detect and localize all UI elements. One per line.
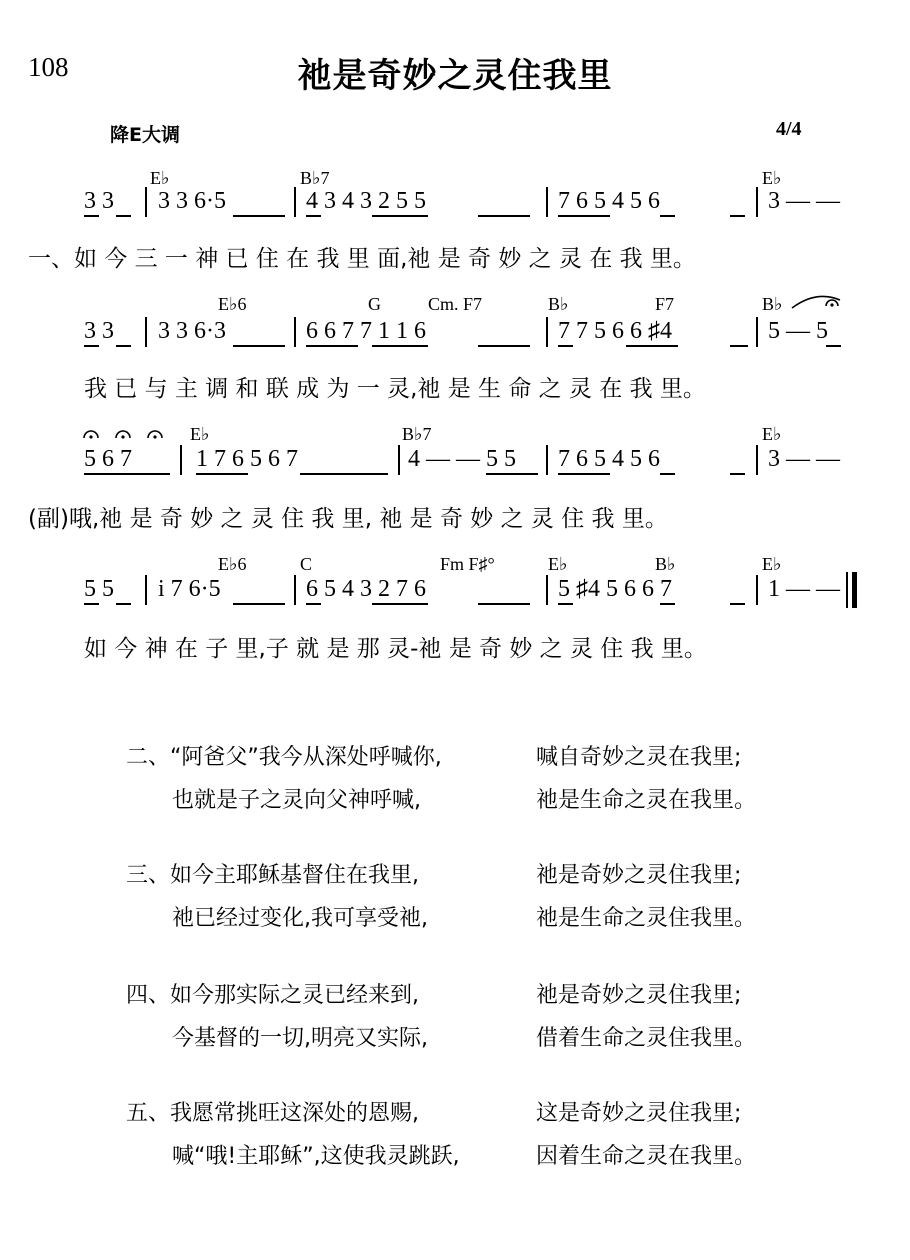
underline xyxy=(558,215,610,217)
notes-measure: 3 3 xyxy=(84,188,114,214)
underline xyxy=(730,473,745,475)
underline xyxy=(306,345,358,347)
stanza-line: 喊“哦!主耶稣”,这使我灵跳跃, xyxy=(172,1144,460,1169)
underline xyxy=(730,603,745,605)
underline xyxy=(116,345,131,347)
notes-measure: 5 6 7 xyxy=(84,446,132,472)
barline xyxy=(294,317,296,347)
chord-symbol: B♭7 xyxy=(300,168,330,188)
stanza-line: 也就是子之灵向父神呼喊, xyxy=(172,788,421,813)
barline xyxy=(294,187,296,217)
stanza-line: 因着生命之灵在我里。 xyxy=(536,1144,757,1169)
chord-symbol: Fm F♯° xyxy=(440,554,495,574)
underline xyxy=(730,215,745,217)
fermata-marks xyxy=(80,424,170,442)
barline xyxy=(546,575,548,605)
underline xyxy=(306,603,321,605)
lyric-line: 一、如 今 三 一 神 已 住 在 我 里 面,祂 是 奇 妙 之 灵 在 我 里。 xyxy=(28,246,696,272)
notes-measure: 3 — — xyxy=(768,188,840,214)
barline xyxy=(756,445,758,475)
chord-symbol: E♭6 xyxy=(218,554,247,574)
underline xyxy=(660,603,675,605)
stanza-line: 这是奇妙之灵住我里; xyxy=(536,1101,742,1126)
notes-measure: 5 ♯4 5 6 6 7 xyxy=(558,576,672,602)
hymn-title: 祂是奇妙之灵住我里 xyxy=(297,56,613,96)
stanza-line: 祂已经过变化,我可享受祂, xyxy=(172,906,428,931)
underline xyxy=(660,473,675,475)
barline xyxy=(756,575,758,605)
barline xyxy=(546,187,548,217)
chord-symbol: C xyxy=(300,554,313,574)
notes-measure: i 7 6·5 xyxy=(158,576,221,602)
underline xyxy=(478,603,530,605)
hymn-number: 108 xyxy=(28,52,69,82)
chord-symbol: Cm. F7 xyxy=(428,294,483,314)
notes-measure: 3 3 xyxy=(84,318,114,344)
underline xyxy=(84,473,170,475)
stanza-line: 二、“阿爸父”我今从深处呼喊你, xyxy=(126,745,442,770)
notes-measure: 3 — — xyxy=(768,446,840,472)
chord-symbol: E♭ xyxy=(762,554,782,574)
stanza-line: 祂是奇妙之灵住我里; xyxy=(536,983,742,1008)
chord-symbol: B♭ xyxy=(548,294,569,314)
notes-measure: 5 5 xyxy=(84,576,114,602)
final-barline-thin xyxy=(846,572,848,608)
notes-measure: 1 7 6 5 6 7 xyxy=(196,446,298,472)
chord-symbol: E♭6 xyxy=(218,294,247,314)
lyric-line: (副)哦,祂 是 奇 妙 之 灵 住 我 里, 祂 是 奇 妙 之 灵 住 我 里。 xyxy=(28,506,668,532)
chord-symbol: E♭ xyxy=(190,424,210,444)
underline xyxy=(233,603,285,605)
notes-measure: 1 — — xyxy=(768,576,840,602)
chord-symbol: G xyxy=(368,294,381,314)
lyric-line: 我 已 与 主 调 和 联 成 为 一 灵,祂 是 生 命 之 灵 在 我 里。 xyxy=(84,376,706,402)
underline xyxy=(826,345,841,347)
notes-measure: 3 3 6·5 xyxy=(158,188,226,214)
chord-symbol: E♭ xyxy=(762,424,782,444)
barline xyxy=(756,317,758,347)
chord-symbol: E♭ xyxy=(548,554,568,574)
notes-measure: 6 5 4 3 2 7 6 xyxy=(306,576,426,602)
notes-measure: 5 — 5 xyxy=(768,318,828,344)
barline xyxy=(546,317,548,347)
underline xyxy=(486,473,538,475)
underline xyxy=(84,345,99,347)
underline xyxy=(478,345,530,347)
underline xyxy=(84,215,99,217)
barline xyxy=(145,317,147,347)
lyric-line: 如 今 神 在 子 里,子 就 是 那 灵-祂 是 奇 妙 之 灵 住 我 里。 xyxy=(84,636,707,662)
underline xyxy=(558,603,573,605)
notes-measure: 6 6 7 7 1 1 6 xyxy=(306,318,426,344)
barline xyxy=(756,187,758,217)
barline xyxy=(145,575,147,605)
underline xyxy=(372,215,428,217)
stanza-line: 祂是奇妙之灵住我里; xyxy=(536,863,742,888)
barline xyxy=(398,445,400,475)
underline xyxy=(233,345,285,347)
stanza-line: 四、如今那实际之灵已经来到, xyxy=(126,983,419,1008)
notes-measure: 7 7 5 6 6 ♯4 xyxy=(558,318,672,344)
chord-symbol: F7 xyxy=(655,294,675,314)
stanza-line: 五、我愿常挑旺这深处的恩赐, xyxy=(126,1101,419,1126)
notes-measure: 7 6 5 4 5 6 xyxy=(558,188,660,214)
stanza-line: 借着生命之灵住我里。 xyxy=(536,1026,757,1051)
underline xyxy=(372,345,428,347)
barline xyxy=(180,445,182,475)
chord-symbol: B♭ xyxy=(762,294,783,314)
underline xyxy=(730,345,748,347)
underline xyxy=(558,345,573,347)
stanza-line: 三、如今主耶稣基督住在我里, xyxy=(126,863,419,888)
underline xyxy=(372,603,428,605)
notes-measure: 4 3 4 3 2 5 5 xyxy=(306,188,426,214)
tie-fermata-mark xyxy=(790,290,842,312)
underline xyxy=(660,215,675,217)
barline xyxy=(294,575,296,605)
stanza-line: 喊自奇妙之灵在我里; xyxy=(536,745,742,770)
time-signature: 4/4 xyxy=(776,118,802,140)
underline xyxy=(233,215,285,217)
chord-symbol: B♭7 xyxy=(402,424,432,444)
key-signature: 降E大调 xyxy=(110,124,180,146)
stanza-line: 今基督的一切,明亮又实际, xyxy=(172,1026,428,1051)
barline xyxy=(546,445,548,475)
underline xyxy=(116,603,131,605)
stanza-line: 祂是生命之灵住我里。 xyxy=(536,906,757,931)
underline xyxy=(116,215,131,217)
underline xyxy=(84,603,99,605)
underline xyxy=(558,473,610,475)
barline xyxy=(145,187,147,217)
chord-symbol: B♭ xyxy=(655,554,676,574)
chord-symbol: E♭ xyxy=(150,168,170,188)
underline xyxy=(478,215,530,217)
stanza-line: 祂是生命之灵在我里。 xyxy=(536,788,757,813)
final-barline-thick xyxy=(852,572,857,608)
chord-symbol: E♭ xyxy=(762,168,782,188)
notes-measure: 7 6 5 4 5 6 xyxy=(558,446,660,472)
notes-measure: 3 3 6·3 xyxy=(158,318,226,344)
notes-measure: 4 — — 5 5 xyxy=(408,446,516,472)
underline xyxy=(306,215,321,217)
underline xyxy=(300,473,388,475)
underline xyxy=(196,473,248,475)
underline xyxy=(626,345,678,347)
